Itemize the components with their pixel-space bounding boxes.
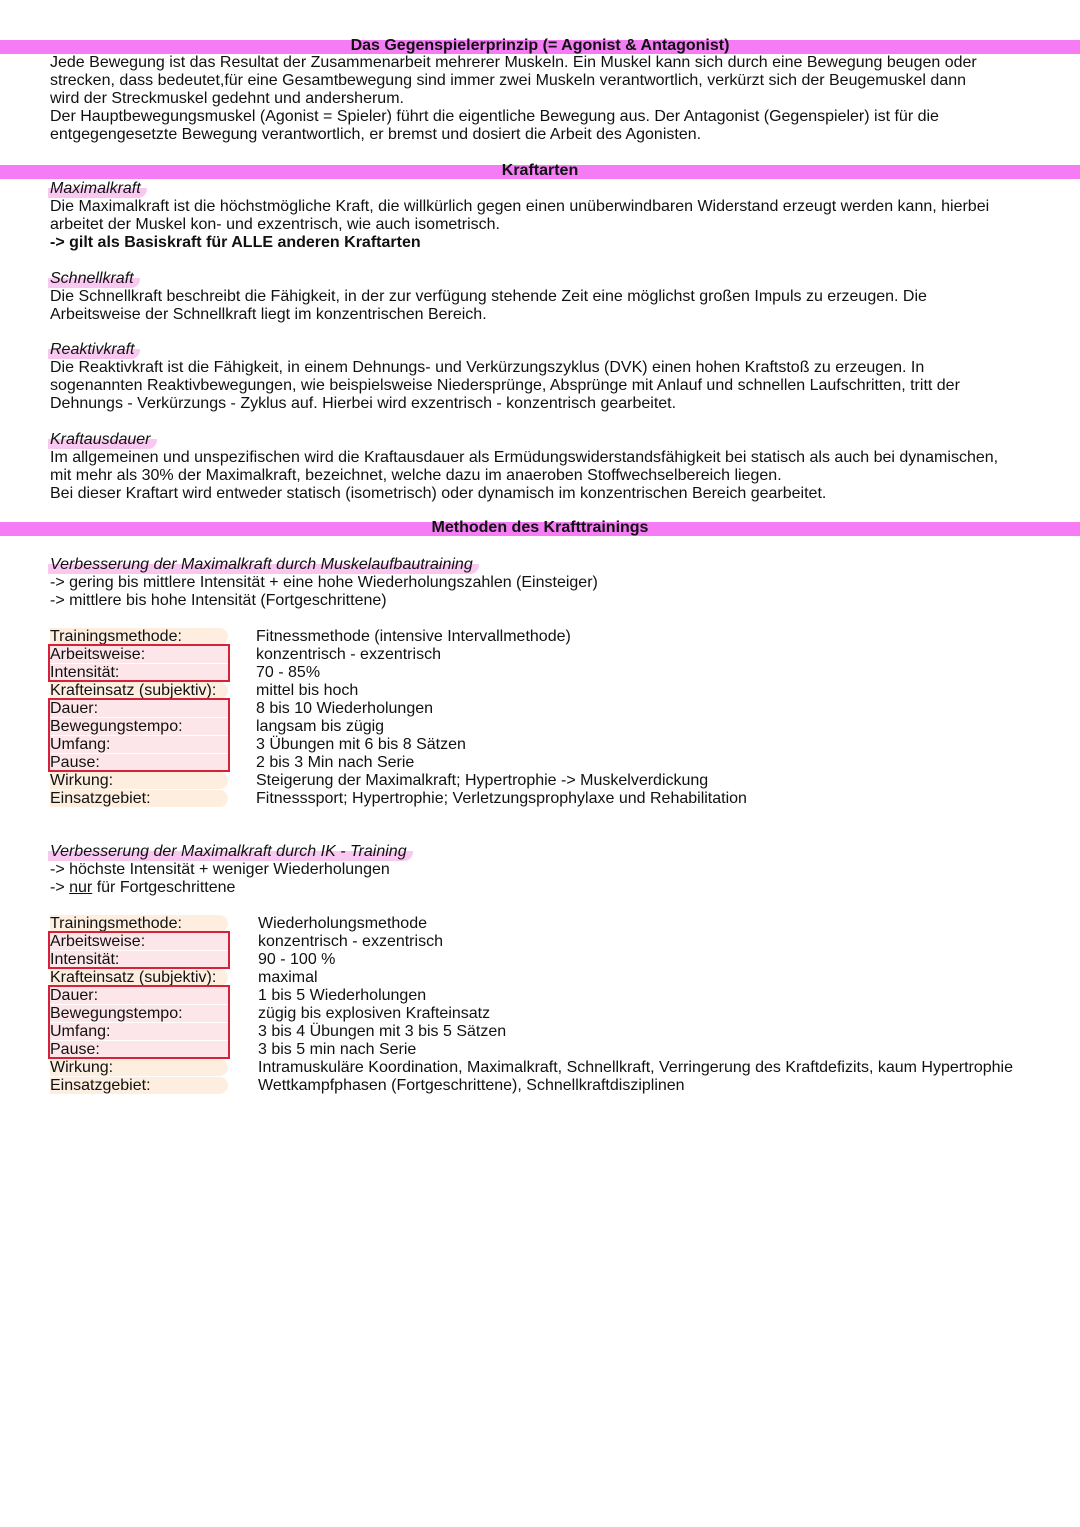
row-label: Intensität: [50,951,120,968]
row-label: Pause: [50,754,100,771]
section-title-kraftarten: Kraftarten [501,162,579,179]
table-row [50,1041,1060,1059]
table-row [50,1023,1060,1041]
row-label: Umfang: [50,1023,111,1040]
row-label: Arbeitsweise: [50,646,146,663]
maximalkraft-block [50,180,1050,252]
table-row [50,790,1060,808]
row-value: 3 bis 5 min nach Serie [258,1041,417,1058]
note-line [50,879,1050,897]
table-row [50,628,1060,646]
row-label: Wirkung: [50,772,114,789]
row-label: Umfang: [50,736,111,753]
row-value: zügig bis explosiven Krafteinsatz [258,1005,491,1022]
row-label: Krafteinsatz (subjektiv): [50,969,217,986]
note-suffix: für Fortgeschrittene [92,879,236,896]
row-label: Arbeitsweise: [50,933,146,950]
table-row [50,682,1060,700]
table-row [50,754,1060,772]
row-value: 1 bis 5 Wiederholungen [258,987,427,1004]
schnellkraft-block [50,270,1050,324]
row-value: 8 bis 10 Wiederholungen [256,700,434,717]
table-row [50,1059,1060,1077]
ik-table [50,915,1060,1095]
row-label: Trainingsmethode: [50,628,182,645]
agonist-text [50,54,1050,144]
text-line: entgegengesetzte Bewegung verantwortlich, er bremst und dosiert die Arbeit des Agonisten. [50,126,702,143]
row-value: Intramuskuläre Koordination, Maximalkraft, Schnellkraft, Verringerung des Kraftdefizits, kaum Hypertrophie [258,1059,1014,1076]
maximalkraft-heading: Maximalkraft [48,180,147,198]
section-title-agonist: Das Gegenspielerprinzip (= Agonist & Antagonist) [350,37,730,54]
row-value: 3 Übungen mit 6 bis 8 Sätzen [256,736,466,753]
note-underline: nur [69,879,93,896]
row-label: Pause: [50,1041,100,1058]
row-value: Wiederholungsmethode [258,915,427,932]
row-label: Wirkung: [50,1059,114,1076]
table-row [50,951,1060,969]
ik-heading: Verbesserung der Maximalkraft durch IK - Training [48,843,413,861]
reaktivkraft-block [50,341,1050,413]
text-line: mit mehr als 30% der Maximalkraft, bezeichnet, welche dazu im anaeroben Stoffwechselbereich liegen. [50,467,782,484]
maximalkraft-emphasis: -> gilt als Basiskraft für ALLE anderen Kraftarten [50,234,421,251]
row-value: Wettkampfphasen (Fortgeschrittene), Schnellkraftdisziplinen [258,1077,685,1094]
text-line: arbeitet der Muskel kon- und exzentrisch, wie auch isometrisch. [50,216,500,233]
row-value: 2 bis 3 Min nach Serie [256,754,415,771]
table-row [50,736,1060,754]
row-value: Steigerung der Maximalkraft; Hypertrophie -> Muskelverdickung [256,772,709,789]
kraftausdauer-block [50,431,1050,503]
table-row [50,915,1060,933]
text-line: Die Maximalkraft ist die höchstmögliche Kraft, die willkürlich gegen einen unüberwindbaren Widerstand erzeugt werden kann, hierbei [50,198,990,215]
row-value: Fitnessmethode (intensive Intervallmethode) [256,628,571,645]
text-line: Dehnungs - Verkürzungs - Zyklus auf. Hierbei wird exzentrisch - konzentrisch gearbeitet. [50,395,677,412]
ik-block [50,843,1050,897]
row-label: Trainingsmethode: [50,915,182,932]
row-value: konzentrisch - exzentrisch [256,646,441,663]
table-row [50,646,1060,664]
kraftausdauer-heading: Kraftausdauer [48,431,157,449]
text-line: Die Schnellkraft beschreibt die Fähigkeit, in der zur verfügung stehende Zeit eine möglichst großen Impuls zu erzeugen. Die [50,288,927,305]
text-line: Jede Bewegung ist das Resultat der Zusammenarbeit mehrerer Muskeln. Ein Muskel kann sich durch eine Bewegung beugen oder [50,54,977,71]
row-label: Krafteinsatz (subjektiv): [50,682,217,699]
row-label: Bewegungstempo: [50,718,183,735]
muskelaufbau-heading: Verbesserung der Maximalkraft durch Muskelaufbautraining [48,556,479,574]
note-prefix: -> [50,879,70,896]
table-row [50,664,1060,682]
note-line: -> gering bis mittlere Intensität + eine hohe Wiederholungszahlen (Einsteiger) [50,574,598,591]
table-row [50,772,1060,790]
table-row [50,718,1060,736]
table-row [50,969,1060,987]
row-label: Einsatzgebiet: [50,790,151,807]
note-line: -> höchste Intensität + weniger Wiederholungen [50,861,390,878]
row-value: langsam bis zügig [256,718,385,735]
table-row [50,1077,1060,1095]
text-line: wird der Streckmuskel gedehnt und andersherum. [50,90,404,107]
table-row [50,933,1060,951]
row-label: Dauer: [50,987,99,1004]
section-title-methoden: Methoden des Krafttrainings [431,519,649,536]
row-value: 3 bis 4 Übungen mit 3 bis 5 Sätzen [258,1023,507,1040]
row-value: maximal [258,969,318,986]
row-value: konzentrisch - exzentrisch [258,933,443,950]
note-line: -> mittlere bis hohe Intensität (Fortgeschrittene) [50,592,387,609]
table-row [50,987,1060,1005]
text-line: Arbeitsweise der Schnellkraft liegt im konzentrischen Bereich. [50,306,487,323]
reaktivkraft-heading: Reaktivkraft [48,341,140,359]
row-label: Bewegungstempo: [50,1005,183,1022]
text-line: Die Reaktivkraft ist die Fähigkeit, in einem Dehnungs- und Verkürzungszyklus (DVK) einen hohen Kraftstoß zu erzeugen. In [50,359,925,376]
text-line: sogenannten Reaktivbewegungen, wie beispielsweise Niedersprünge, Absprünge mit Anlauf und schnellen Laufschritten, tritt der [50,377,960,394]
table-row [50,700,1060,718]
row-value: mittel bis hoch [256,682,359,699]
text-line: strecken, dass bedeutet,für eine Gesamtbewegung sind immer zwei Muskeln verantwortlich, verkürzt sich der Beugemuskel dann [50,72,966,89]
row-label: Intensität: [50,664,120,681]
schnellkraft-heading: Schnellkraft [48,270,140,288]
text-line: Im allgemeinen und unspezifischen wird die Kraftausdauer als Ermüdungswiderstandsfähigkeit bei statisch als auch bei dynamischen, [50,449,999,466]
muskelaufbau-block [50,556,1050,610]
table-row [50,1005,1060,1023]
row-value: 70 - 85% [256,664,321,681]
text-line: Bei dieser Kraftart wird entweder statisch (isometrisch) oder dynamisch im konzentrischen Bereich gearbeitet. [50,485,827,502]
row-value: Fitnesssport; Hypertrophie; Verletzungsprophylaxe und Rehabilitation [256,790,747,807]
text-line: Der Hauptbewegungsmuskel (Agonist = Spieler) führt die eigentliche Bewegung aus. Der Antagonist (Gegenspieler) ist für die [50,108,939,125]
row-label: Einsatzgebiet: [50,1077,151,1094]
muskelaufbau-table [50,628,1060,808]
row-label: Dauer: [50,700,99,717]
row-value: 90 - 100 % [258,951,336,968]
